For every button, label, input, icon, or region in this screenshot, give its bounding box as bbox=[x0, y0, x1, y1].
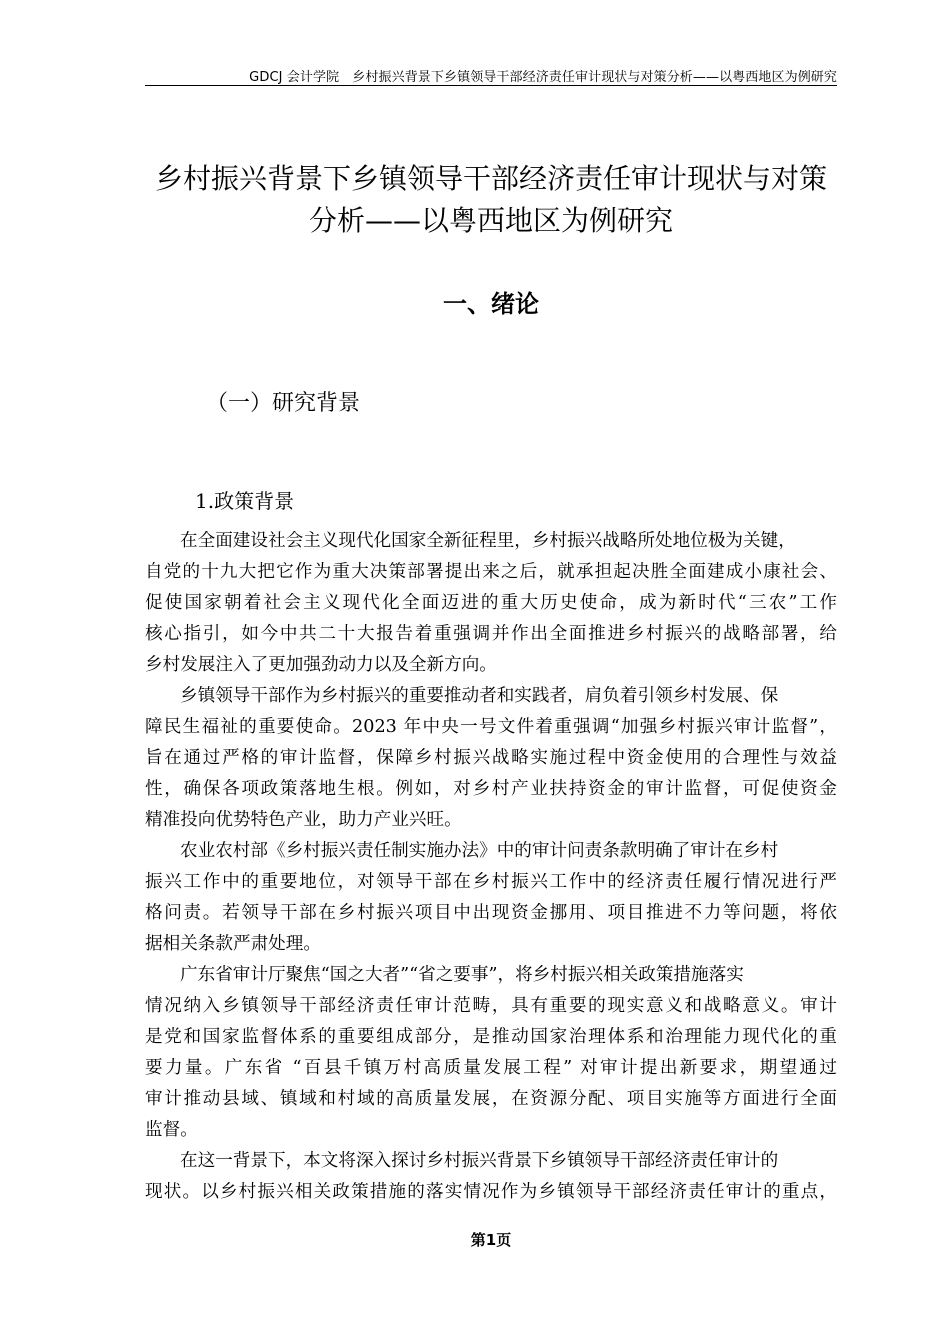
text-line: 自党的十九大把它作为重大决策部署提出来之后，就承担起决胜全面建成小康社会、 bbox=[145, 562, 837, 582]
paragraph bbox=[145, 1146, 837, 1208]
text-line: 格问责。若领导干部在乡村振兴项目中出现资金挪用、项目推进不力等问题，将依 bbox=[145, 903, 837, 923]
title-line-2: 分析——以粤西地区为例研究 bbox=[308, 204, 673, 237]
text-line: 性，确保各项政策落地生根。例如，对乡村产业扶持资金的审计监督，可促使资金 bbox=[145, 779, 837, 799]
text-line: 是党和国家监督体系的重要组成部分，是推动国家治理体系和治理能力现代化的重 bbox=[145, 1027, 837, 1047]
paragraph bbox=[145, 960, 837, 1146]
document-title bbox=[145, 158, 837, 242]
text-line: 乡镇领导干部作为乡村振兴的重要推动者和实践者，肩负着引领乡村发展、保 bbox=[180, 686, 779, 706]
paragraph bbox=[145, 836, 837, 960]
paragraph bbox=[145, 681, 837, 836]
section-heading: （一）研究背景 bbox=[206, 391, 361, 416]
text-line: 振兴工作中的重要地位，对领导干部在乡村振兴工作中的经济责任履行情况进行严 bbox=[145, 872, 837, 892]
body-text bbox=[145, 526, 837, 1208]
text-line: 监督。 bbox=[145, 1120, 198, 1140]
text-line: 要力量。广东省 “百县千镇万村高质量发展工程” 对审计提出新要求，期望通过 bbox=[145, 1058, 837, 1078]
text-line: 在全面建设社会主义现代化国家全新征程里，乡村振兴战略所处地位极为关键， bbox=[180, 531, 796, 551]
title-line-1: 乡村振兴背景下乡镇领导干部经济责任审计现状与对策 bbox=[154, 162, 827, 195]
header-rule bbox=[145, 85, 837, 86]
text-line: 现状。以乡村振兴相关政策措施的落实情况作为乡镇领导干部经济责任审计的重点， bbox=[145, 1182, 837, 1202]
subsection-heading: 1.政策背景 bbox=[195, 489, 295, 513]
text-line: 旨在通过严格的审计监督，保障乡村振兴战略实施过程中资金使用的合理性与效益 bbox=[145, 748, 837, 768]
text-line: 在这一背景下，本文将深入探讨乡村振兴背景下乡镇领导干部经济责任审计的 bbox=[180, 1151, 779, 1171]
page-number: 第1页 bbox=[470, 1231, 512, 1249]
text-line: 广东省审计厅聚焦“国之大者”“省之要事”，将乡村振兴相关政策措施落实 bbox=[180, 965, 744, 985]
text-line: 精准投向优势特色产业，助力产业兴旺。 bbox=[145, 810, 462, 830]
text-line: 障民生福祉的重要使命。2023 年中央一号文件着重强调“加强乡村振兴审计监督”， bbox=[145, 717, 837, 737]
text-line: 据相关条款严肃处理。 bbox=[145, 934, 321, 954]
text-line: 促使国家朝着社会主义现代化全面迈进的重大历史使命，成为新时代“三农”工作 bbox=[145, 593, 837, 613]
running-header: GDCJ 会计学院 乡村振兴背景下乡镇领导干部经济责任审计现状与对策分析——以粤西地区为例研究 bbox=[249, 70, 837, 85]
paragraph bbox=[145, 526, 837, 681]
text-line: 审计推动县域、镇域和村域的高质量发展，在资源分配、项目实施等方面进行全面 bbox=[145, 1089, 837, 1109]
chapter-heading: 一、绪论 bbox=[443, 290, 539, 318]
text-line: 农业农村部《乡村振兴责任制实施办法》中的审计问责条款明确了审计在乡村 bbox=[180, 841, 779, 861]
text-line: 情况纳入乡镇领导干部经济责任审计范畴，具有重要的现实意义和战略意义。审计 bbox=[145, 996, 837, 1016]
text-line: 乡村发展注入了更加强劲动力以及全新方向。 bbox=[145, 655, 497, 675]
text-line: 核心指引，如今中共二十大报告着重强调并作出全面推进乡村振兴的战略部署，给 bbox=[145, 624, 837, 644]
